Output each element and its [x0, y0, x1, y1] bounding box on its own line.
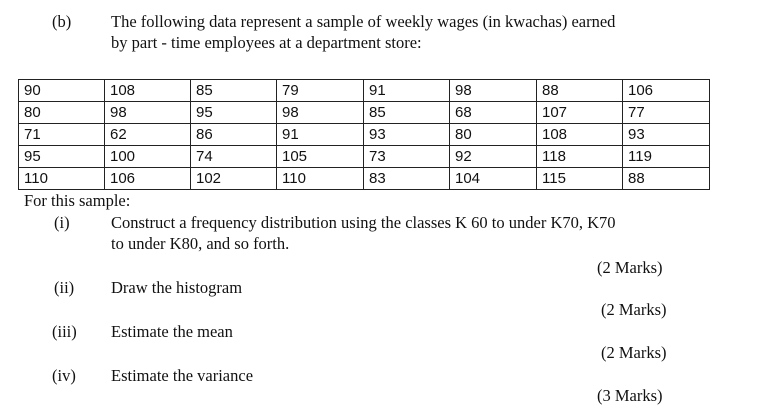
table-cell: 77	[623, 102, 710, 124]
wages-table-body	[19, 80, 710, 190]
table-cell: 83	[364, 168, 450, 190]
table-cell: 92	[450, 146, 537, 168]
table-cell: 100	[105, 146, 191, 168]
table-cell: 98	[105, 102, 191, 124]
table-cell: 107	[537, 102, 623, 124]
table-cell: 68	[450, 102, 537, 124]
table-cell: 88	[623, 168, 710, 190]
question-4-text: Estimate the variance	[111, 366, 254, 385]
table-cell: 86	[191, 124, 277, 146]
table-cell: 95	[191, 102, 277, 124]
table-cell: 79	[277, 80, 364, 102]
question-2-marks: (2 Marks)	[601, 300, 667, 319]
question-1-number: (i)	[54, 213, 70, 232]
table-cell: 62	[105, 124, 191, 146]
table-cell: 80	[19, 102, 105, 124]
table-cell: 93	[623, 124, 710, 146]
table-cell: 110	[277, 168, 364, 190]
table-cell: 85	[364, 102, 450, 124]
part-label: (b)	[52, 12, 72, 31]
question-3-marks: (2 Marks)	[601, 343, 667, 362]
table-cell: 108	[537, 124, 623, 146]
table-cell: 118	[537, 146, 623, 168]
table-row	[19, 168, 710, 190]
question-3-number: (iii)	[52, 322, 77, 341]
table-row	[19, 124, 710, 146]
wages-data-table	[18, 79, 710, 190]
table-row	[19, 146, 710, 168]
question-3-text: Estimate the mean	[111, 322, 233, 341]
table-cell: 73	[364, 146, 450, 168]
table-cell: 106	[623, 80, 710, 102]
table-cell: 71	[19, 124, 105, 146]
question-4-marks: (3 Marks)	[597, 386, 663, 405]
question-1-marks: (2 Marks)	[597, 258, 663, 277]
table-cell: 119	[623, 146, 710, 168]
intro-text-line-2: by part - time employees at a department store:	[111, 33, 422, 52]
table-cell: 91	[364, 80, 450, 102]
table-cell: 108	[105, 80, 191, 102]
question-1-text-line-2: to under K80, and so forth.	[111, 234, 290, 253]
table-cell: 85	[191, 80, 277, 102]
table-row	[19, 102, 710, 124]
table-cell: 104	[450, 168, 537, 190]
table-cell: 102	[191, 168, 277, 190]
question-2-text: Draw the histogram	[111, 278, 243, 297]
table-cell: 90	[19, 80, 105, 102]
table-cell: 98	[277, 102, 364, 124]
question-4-number: (iv)	[52, 366, 76, 385]
table-cell: 91	[277, 124, 364, 146]
table-cell: 105	[277, 146, 364, 168]
question-1-text-line-1: Construct a frequency distribution using the classes K 60 to under K70, K70	[111, 213, 616, 232]
table-cell: 88	[537, 80, 623, 102]
table-cell: 93	[364, 124, 450, 146]
table-cell: 115	[537, 168, 623, 190]
question-2-number: (ii)	[54, 278, 75, 297]
table-cell: 98	[450, 80, 537, 102]
intro-text-line-1: The following data represent a sample of weekly wages (in kwachas) earned	[111, 12, 616, 31]
lead-in-text: For this sample:	[24, 191, 131, 210]
table-cell: 106	[105, 168, 191, 190]
table-cell: 80	[450, 124, 537, 146]
table-cell: 74	[191, 146, 277, 168]
table-cell: 110	[19, 168, 105, 190]
table-cell: 95	[19, 146, 105, 168]
table-row	[19, 80, 710, 102]
